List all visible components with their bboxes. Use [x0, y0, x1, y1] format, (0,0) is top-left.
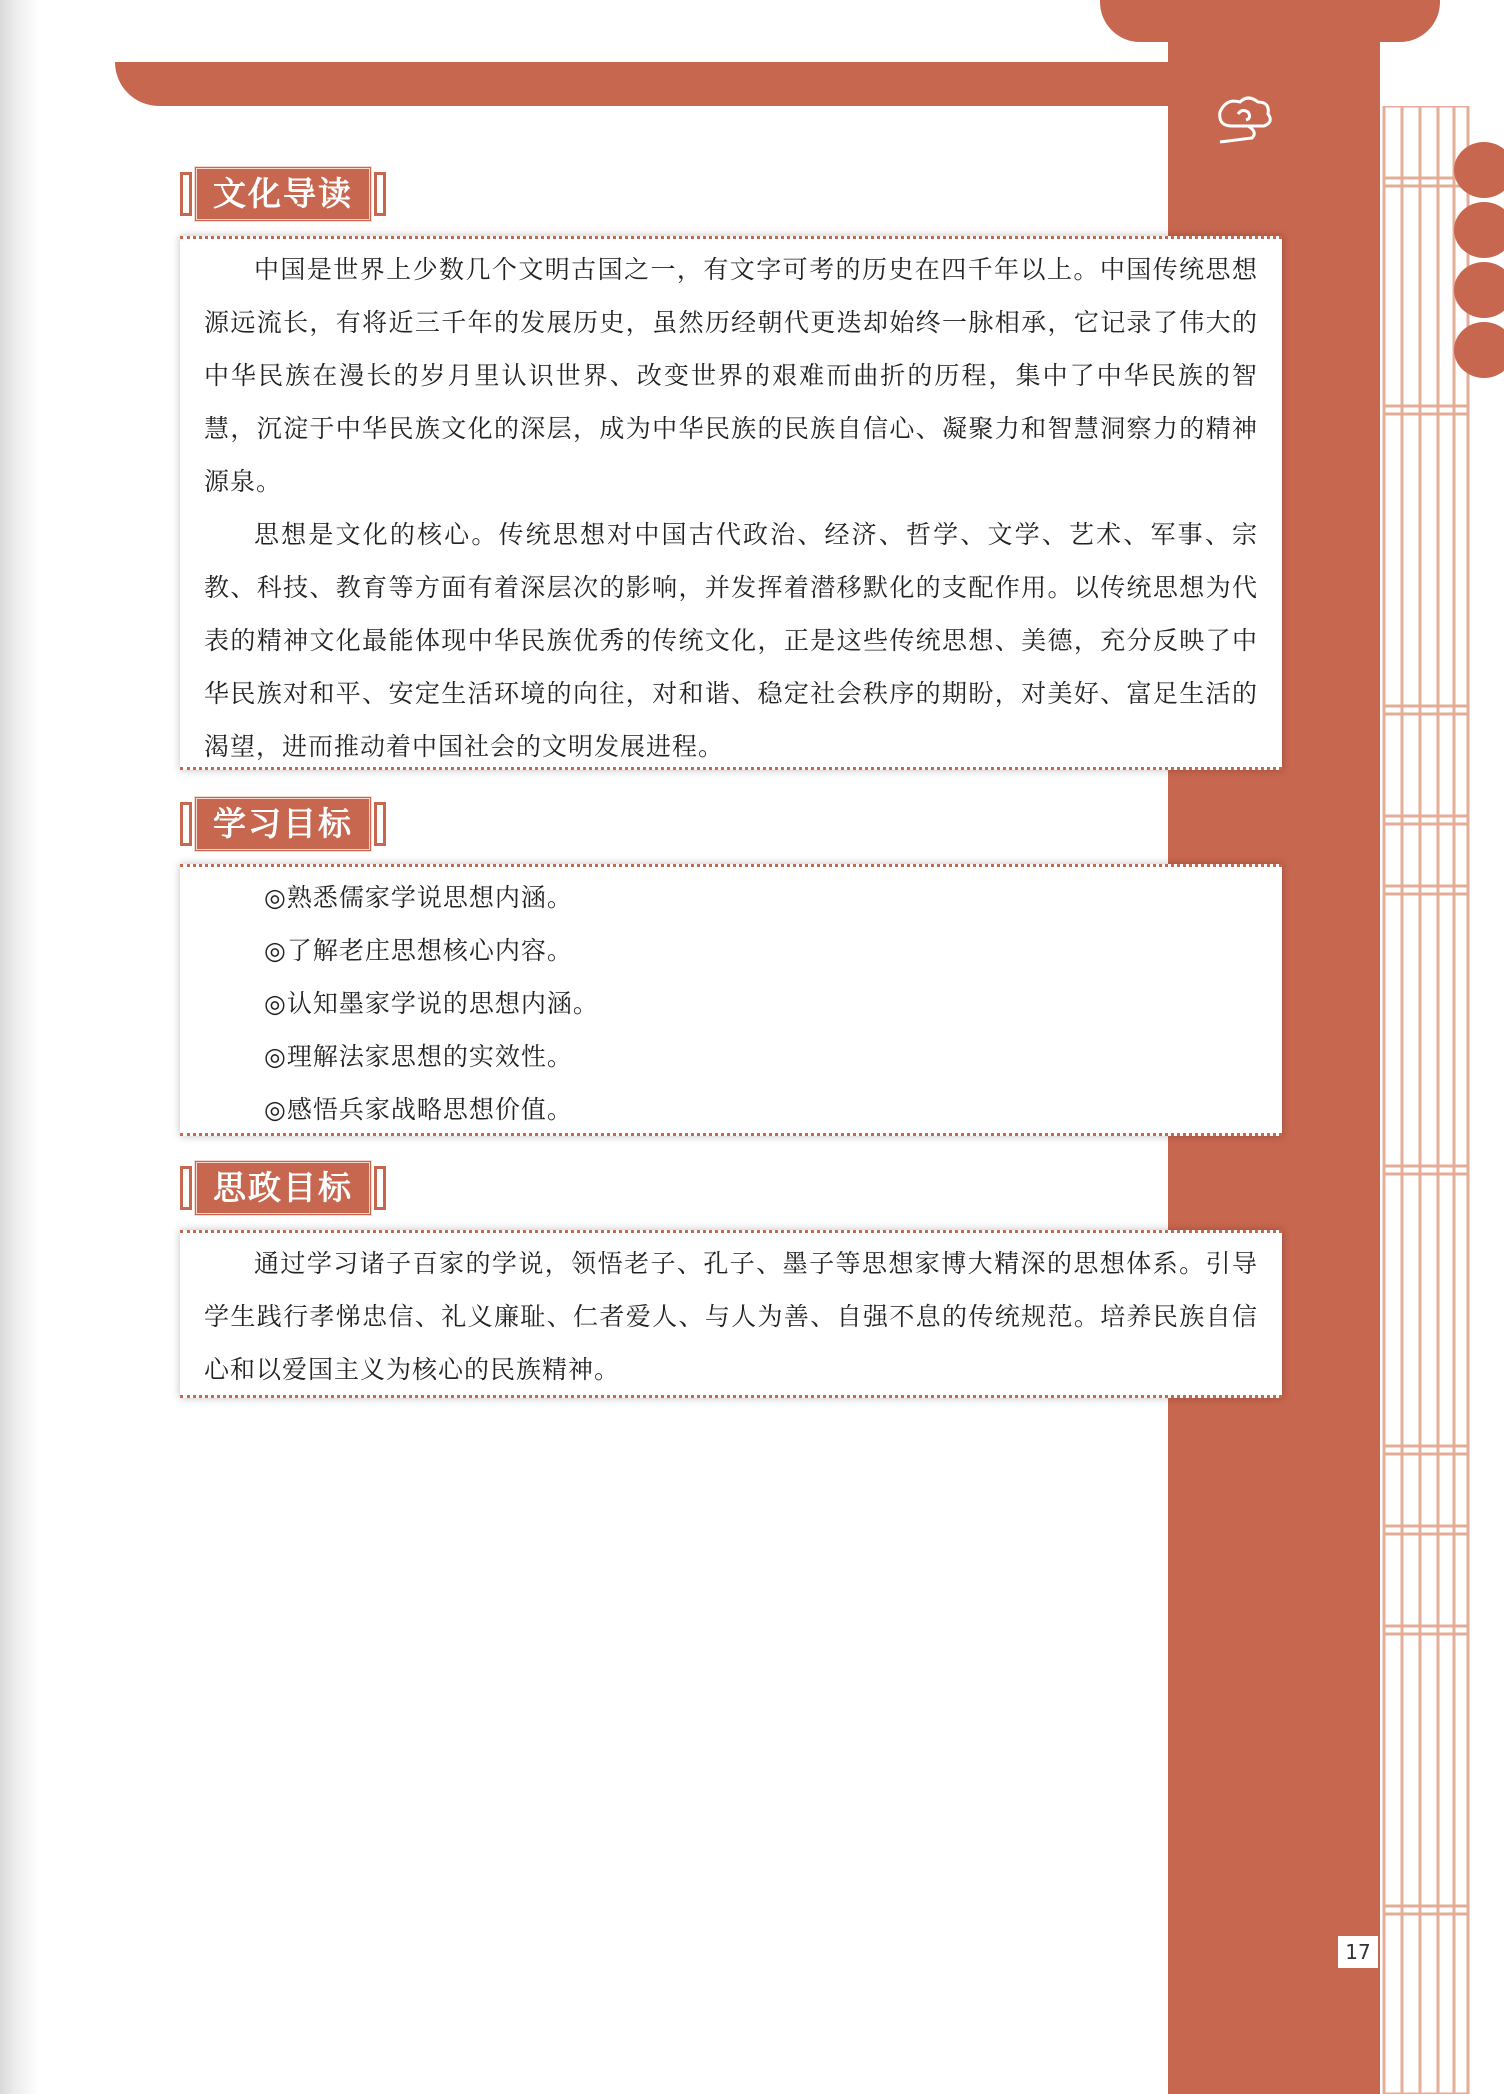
lattice-decoration: [1380, 106, 1472, 2094]
goal-item: ◎理解法家思想的实效性。: [264, 1042, 573, 1071]
paragraph: 通过学习诸子百家的学说，领悟老子、孔子、墨子等思想家博大精深的思想体系。引导学生践行孝悌忠信、礼义廉耻、仁者爱人、与人为善、自强不息的传统规范。培养民族自信心和以爱国主义为核心的民族精神。: [204, 1249, 1258, 1384]
section-title: 思政目标: [194, 1160, 372, 1216]
roof-band: [115, 62, 1345, 106]
header-cap-right: [374, 172, 386, 216]
goal-item: ◎认知墨家学说的思想内涵。: [264, 989, 599, 1018]
roof-eave: [1100, 0, 1440, 42]
paragraph: 中国是世界上少数几个文明古国之一，有文字可考的历史在四千年以上。中国传统思想源远流长，有将近三千年的发展历史，虽然历经朝代更迭却始终一脉相承，它记录了伟大的中华民族在漫长的岁月里认识世界、改变世界的艰难而曲折的历程，集中了中华民族的智慧，沉淀于中华民族文化的深层，成为中华民族的民族自信心、凝聚力和智慧洞察力的精神源泉。: [204, 255, 1258, 496]
header-cap-right: [374, 802, 386, 846]
paragraph: 思想是文化的核心。传统思想对中国古代政治、经济、哲学、文学、艺术、军事、宗教、科技、教育等方面有着深层次的影响，并发挥着潜移默化的支配作用。以传统思想为代表的精神文化最能体现中华民族优秀的传统文化，正是这些传统思想、美德，充分反映了中华民族对和平、安定生活环境的向往，对和谐、稳定社会秩序的期盼，对美好、富足生活的渴望，进而推动着中国社会的文明发展进程。: [204, 520, 1258, 761]
header-cap-left: [180, 172, 192, 216]
cloud-icon: [1212, 92, 1276, 146]
learning-goals-box: [180, 864, 1282, 1136]
section-header-reading: [180, 166, 386, 222]
ink-wash-decoration: [0, 0, 40, 2094]
ideological-goals-box: [180, 1230, 1282, 1398]
page-number: 17: [1336, 1934, 1378, 1968]
section-title: 学习目标: [194, 796, 372, 852]
header-cap-right: [374, 1166, 386, 1210]
goal-item: ◎了解老庄思想核心内容。: [264, 936, 573, 965]
section-header-learning-goals: [180, 796, 386, 852]
section-header-ideological-goals: [180, 1160, 386, 1216]
goal-item: ◎感悟兵家战略思想价值。: [264, 1095, 573, 1124]
goal-item: ◎熟悉儒家学说思想内涵。: [264, 883, 573, 912]
header-cap-left: [180, 1166, 192, 1210]
header-cap-left: [180, 802, 192, 846]
reading-content-box: [180, 236, 1282, 770]
section-title: 文化导读: [194, 166, 372, 222]
